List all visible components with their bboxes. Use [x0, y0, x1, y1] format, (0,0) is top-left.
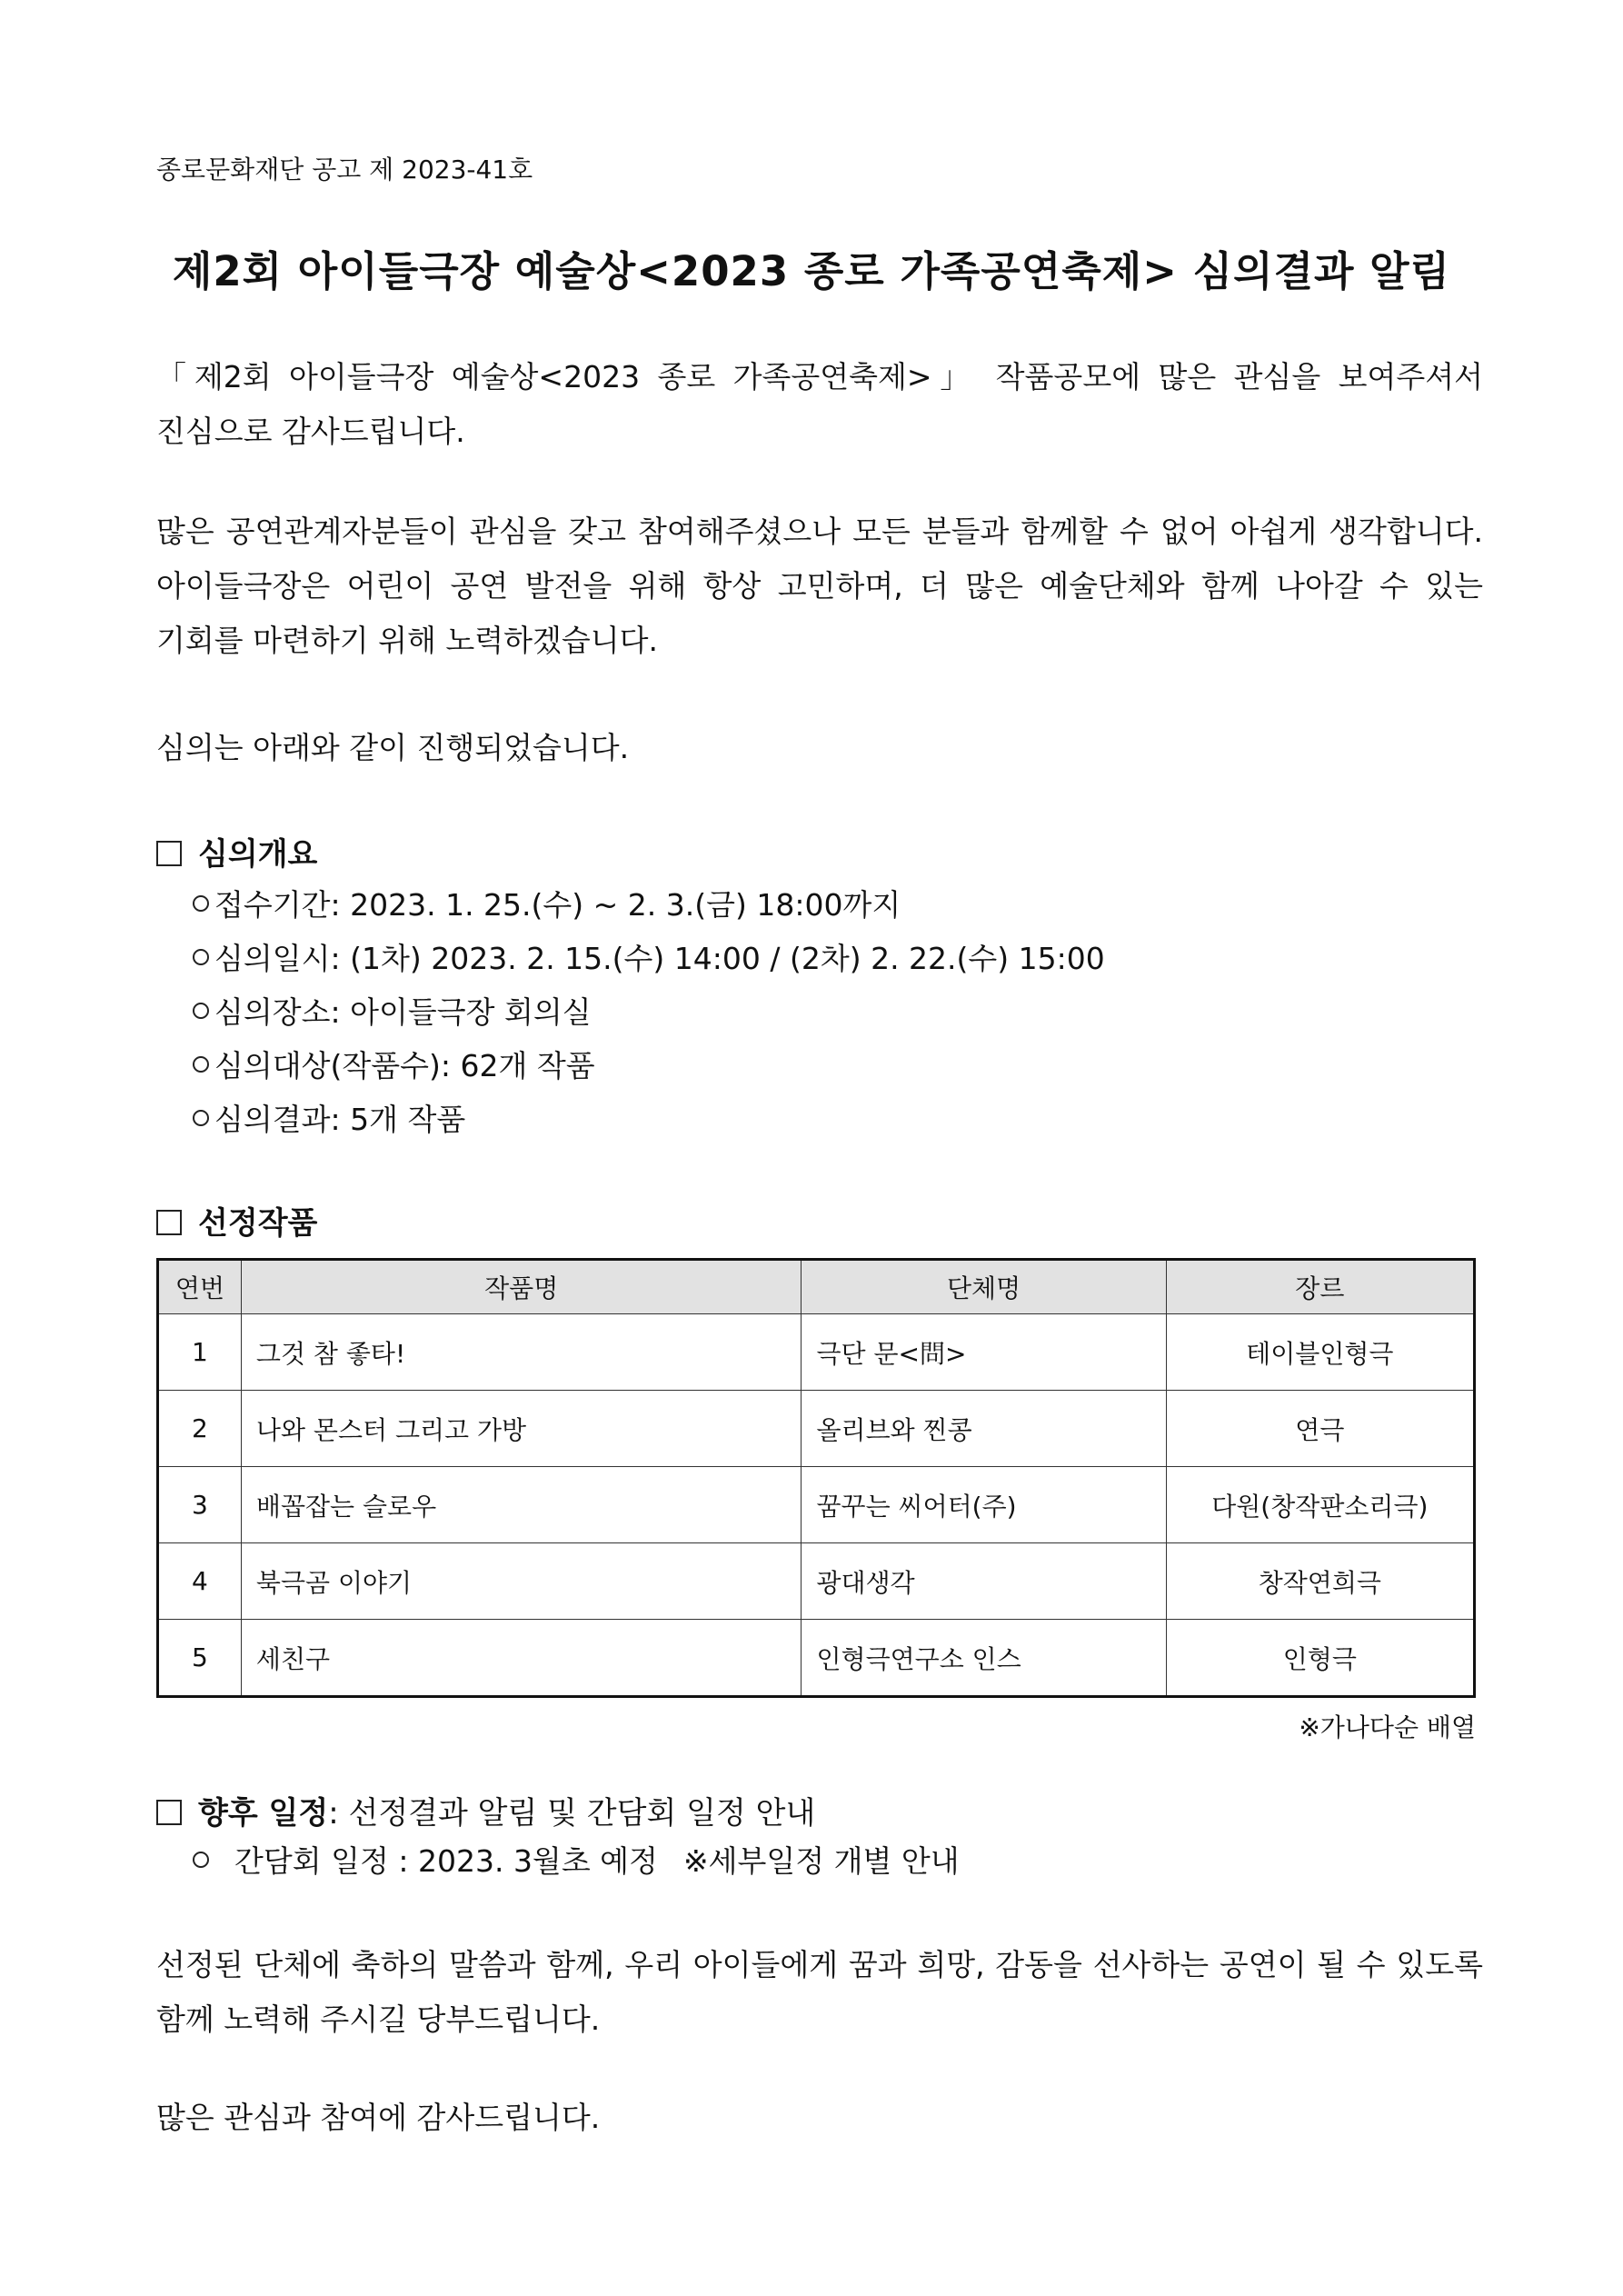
overview-item: 심의일시: (1차) 2023. 2. 15.(수) 14:00 / (2차) 2. 22.(수) 15:00	[193, 935, 1105, 978]
schedule-item-note: ※세부일정 개별 안내	[682, 1843, 960, 1879]
overview-item: 접수기간: 2023. 1. 25.(수) ~ 2. 3.(금) 18:00까지	[193, 882, 901, 924]
cell-genre: 다원(창작판소리극)	[1166, 1467, 1474, 1543]
circle-bullet-icon	[193, 1110, 209, 1126]
column-header-title: 작품명	[241, 1260, 802, 1314]
cell-genre: 인형극	[1166, 1620, 1474, 1697]
thanks-paragraph: 많은 관심과 참여에 감사드립니다.	[156, 2100, 601, 2135]
cell-genre: 테이블인형극	[1166, 1314, 1474, 1391]
cell-group: 극단 문<問>	[802, 1314, 1166, 1391]
congrats-paragraph: 선정된 단체에 축하의 말씀과 함께, 우리 아이들에게 꿈과 희망, 감동을 선사하는 공연이 될 수 있도록 함께 노력해 주시길 당부드립니다.	[156, 1947, 1483, 2037]
overview-item: 심의결과: 5개 작품	[193, 1096, 465, 1139]
column-header-genre: 장르	[1166, 1260, 1474, 1314]
cell-genre: 창작연희극	[1166, 1543, 1474, 1620]
intro-paragraph: 「제2회 아이들극장 예술상<2023 종로 가족공연축제>」 작품공모에 많은 관심을 보여주셔서 진심으로 감사드립니다.	[156, 359, 1483, 449]
cell-group: 광대생각	[802, 1543, 1166, 1620]
regret-paragraph: 많은 공연관계자분들이 관심을 갖고 참여해주셨으나 모든 분들과 함께할 수 없어 아쉽게 생각합니다. 아이들극장은 어린이 공연 발전을 위해 항상 고민하며, 더 많은 예술단체와 함께 나아갈 수 있는 기회를 마련하기 위해 노력하겠습니다.	[156, 514, 1483, 658]
schedule-heading	[156, 1788, 815, 1832]
cell-number: 4	[158, 1543, 242, 1620]
cell-number: 5	[158, 1620, 242, 1697]
schedule-item: 간담회 일정 : 2023. 3월초 예정 ※세부일정 개별 안내	[193, 1838, 960, 1881]
cell-group: 올리브와 찐콩	[802, 1391, 1166, 1467]
circle-bullet-icon	[193, 1003, 209, 1019]
cell-genre: 연극	[1166, 1391, 1474, 1467]
table-header-row	[158, 1260, 1475, 1314]
table-row	[158, 1543, 1475, 1620]
process-paragraph: 심의는 아래와 같이 진행되었습니다.	[156, 730, 630, 765]
cell-number: 3	[158, 1467, 242, 1543]
cell-title: 배꼽잡는 슬로우	[241, 1467, 802, 1543]
cell-number: 1	[158, 1314, 242, 1391]
cell-group: 인형극연구소 인스	[802, 1620, 1166, 1697]
schedule-heading-rest: : 선정결과 알림 및 간담회 일정 안내	[328, 1795, 816, 1832]
overview-item: 심의장소: 아이들극장 회의실	[193, 989, 592, 1032]
cell-title: 북극곰 이야기	[241, 1543, 802, 1620]
table-row	[158, 1391, 1475, 1467]
cell-group: 꿈꾸는 씨어터(주)	[802, 1467, 1166, 1543]
table-row	[158, 1620, 1475, 1697]
selected-heading: 선정작품	[156, 1198, 317, 1243]
notice-number: 종로문화재단 공고 제 2023-41호	[156, 155, 533, 185]
circle-bullet-icon	[193, 949, 209, 965]
cell-title: 세친구	[241, 1620, 802, 1697]
column-header-group: 단체명	[802, 1260, 1166, 1314]
checkbox-square-icon	[156, 1800, 182, 1825]
checkbox-square-icon	[156, 841, 182, 866]
selected-works-table	[156, 1258, 1476, 1698]
sort-note: ※가나다순 배열	[1299, 1712, 1476, 1742]
table-row	[158, 1314, 1475, 1391]
table-row	[158, 1467, 1475, 1543]
circle-bullet-icon	[193, 1056, 209, 1073]
cell-number: 2	[158, 1391, 242, 1467]
checkbox-square-icon	[156, 1210, 182, 1235]
cell-title: 그것 참 좋타!	[241, 1314, 802, 1391]
schedule-heading-label: 향후 일정	[198, 1795, 329, 1832]
cell-title: 나와 몬스터 그리고 가방	[241, 1391, 802, 1467]
circle-bullet-icon	[193, 895, 209, 912]
circle-bullet-icon	[193, 1852, 209, 1868]
overview-item: 심의대상(작품수): 62개 작품	[193, 1043, 595, 1085]
page-title: 제2회 아이들극장 예술상<2023 종로 가족공연축제> 심의결과 알림	[172, 247, 1451, 295]
overview-heading: 심의개요	[156, 829, 317, 873]
column-header-number: 연번	[158, 1260, 242, 1314]
